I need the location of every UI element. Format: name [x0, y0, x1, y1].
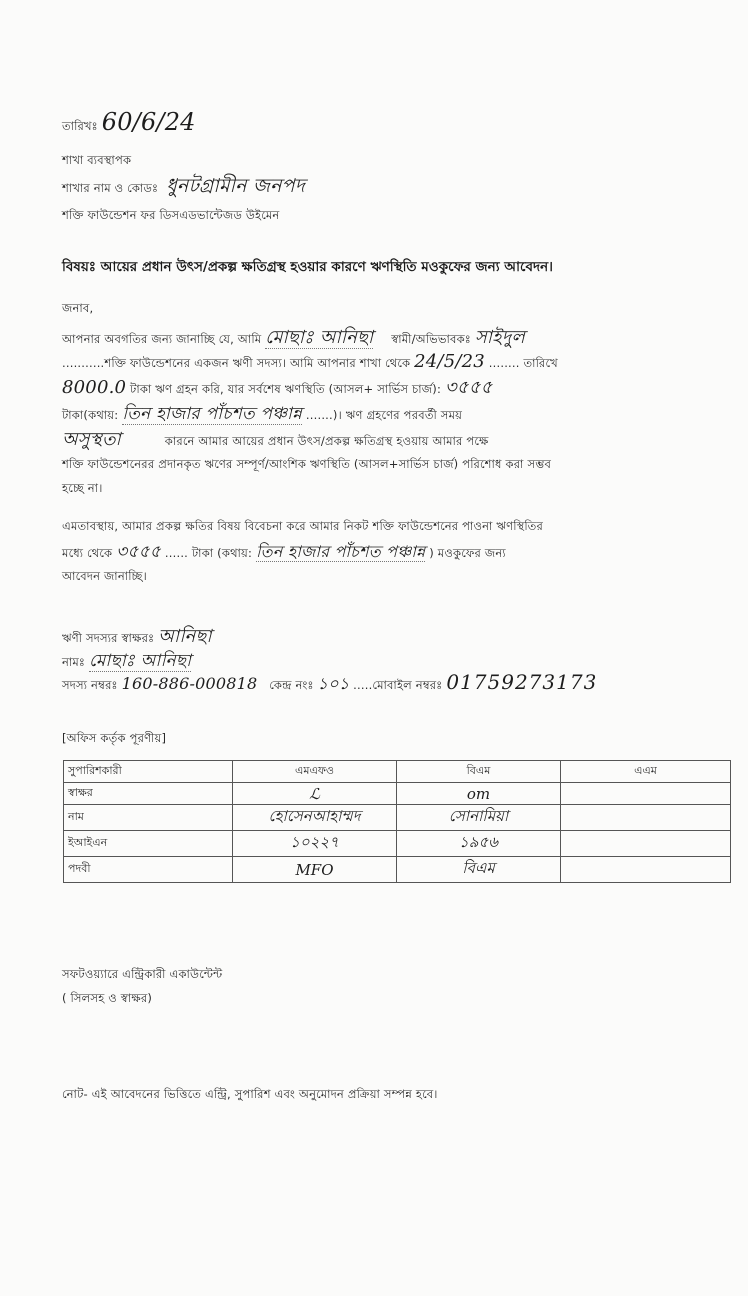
body1-line4: [62, 402, 462, 427]
am-designation: [561, 857, 731, 883]
body1-line1: [62, 326, 525, 351]
member-no-label: সদস্য নম্বরঃ: [62, 678, 118, 692]
name-label: নামঃ: [62, 655, 86, 669]
table-header-cell: এএম: [561, 761, 731, 783]
branch-value: ধুনটগ্রামীন জনপদ: [166, 175, 305, 197]
body-text: ) মওকুফের জন্য: [429, 546, 506, 560]
branch-row: [62, 172, 305, 204]
am-signature: [561, 783, 731, 805]
loan-amount-fill: 8000.0: [62, 377, 127, 398]
table-header-cell: বিএম: [397, 761, 561, 783]
mfo-ein: ১০২২৭: [233, 831, 397, 857]
table-row: [64, 805, 731, 831]
accountant-label: সফটওয়্যারে এন্ট্রিকারী একাউন্টেন্ট: [62, 967, 223, 981]
body-text: মধ্যে থেকে: [62, 546, 113, 560]
guardian-fill: সাইদুল: [474, 327, 526, 348]
footer-note: নোট- এই আবেদনের ভিত্তিতে এন্ট্রি, সুপারিশ এবং অনুমোদন প্রক্রিয়া সম্পন্ন হবে।: [62, 1087, 438, 1101]
body2-line1: এমতাবস্থায়, আমার প্রকল্প ক্ষতির বিষয় বিবেচনা করে আমার নিকট শক্তি ফাউন্ডেশনের পাওনা ঋণস্থিতির: [62, 519, 544, 533]
table-row: [64, 857, 731, 883]
body-text: .......)। ঋণ গ্রহণের পরবর্তী সময়: [305, 408, 463, 422]
member-signature: আনিছা: [158, 626, 212, 647]
waiver-words-fill: তিন হাজার পাঁচশত পঞ্চান্ন: [255, 542, 426, 561]
body-text: আপনার অবগতির জন্য জানাচ্ছি যে, আমি: [62, 332, 262, 346]
waiver-amount-fill: ৩৫৫৫: [116, 542, 162, 562]
office-heading: [অফিস কর্তৃক পূরণীয়]: [62, 731, 167, 745]
addressee-title: শাখা ব্যবস্থাপক: [62, 153, 132, 167]
body1-line7: হচ্ছে না।: [62, 481, 103, 495]
body-text: ...........শক্তি ফাউন্ডেশনের একজন ঋণী সদস্য। আমি আপনার শাখা থেকে: [62, 356, 411, 370]
bm-name: সোনামিয়া: [397, 805, 561, 831]
member-no: 160-886-000818: [121, 674, 258, 693]
organization-name: শক্তি ফাউন্ডেশন ফর ডিসএডভান্টেজড উইমেন: [62, 208, 280, 222]
bm-designation: বিএম: [397, 857, 561, 883]
branch-label: শাখার নাম ও কোডঃ: [62, 181, 159, 195]
mfo-designation: MFO: [233, 857, 397, 883]
signature-label: ঋণী সদস্যর স্বাক্ষরঃ: [62, 631, 155, 645]
recommendation-table: [63, 760, 731, 883]
am-ein: [561, 831, 731, 857]
body-text: টাকা(কথায়:: [62, 408, 119, 422]
member-name-fill: মোছাঃ আনিছা: [265, 327, 374, 348]
table-header-row: [64, 761, 731, 783]
table-row: [64, 831, 731, 857]
row-label: ইআইএন: [64, 831, 233, 857]
body-text: টাকা ঋণ গ্রহন করি, যার সর্বশেষ ঋণস্থিতি (আসল+ সার্ভিস চার্জ):: [130, 382, 442, 396]
date-row: [62, 108, 196, 137]
body2-line2: [62, 540, 506, 565]
subject-line: বিষয়ঃ আয়ের প্রধান উৎস/প্রকল্প ক্ষতিগ্রস্থ হওয়ার কারণে ঋণস্থিতি মওকুফের জন্য আবেদন।: [62, 259, 553, 275]
date-label: তারিখঃ: [62, 119, 98, 133]
balance-words-fill: তিন হাজার পাঁচশত পঞ্চান্ন: [122, 404, 303, 424]
table-row: [64, 783, 731, 805]
body-text: ...... টাকা (কথায়:: [164, 546, 253, 560]
center-no: ১০১: [317, 674, 350, 693]
mfo-signature: ℒ: [233, 783, 397, 805]
row-label: পদবী: [64, 857, 233, 883]
seal-signature-label: ( সিলসহ ও স্বাক্ষর): [62, 991, 153, 1005]
row-label: নাম: [64, 805, 233, 831]
table-header-cell: এমএফও: [233, 761, 397, 783]
body1-line6: শক্তি ফাউন্ডেশনেরর প্রদানকৃত ঋণের সম্পূর্ণ/আংশিক ঋণস্থিতি (আসল+সার্ভিস চার্জ) পরিশোধ করা সম্ভব: [62, 457, 552, 471]
mobile-no: 01759273173: [446, 670, 598, 694]
member-name: মোছাঃ আনিছা: [88, 651, 192, 671]
table-header-cell: সুপারিশকারী: [64, 761, 233, 783]
body-text: ........ তারিখে: [488, 356, 558, 370]
salutation: জনাব,: [62, 301, 94, 315]
balance-fill: ৩৫৫৫: [444, 377, 493, 398]
body1-line2: [62, 350, 558, 375]
row-label: স্বাক্ষর: [64, 783, 233, 805]
bm-ein: ১৯৫৬: [397, 831, 561, 857]
bm-signature: om: [397, 783, 561, 805]
mfo-name: হোসেনআহাম্মদ: [233, 805, 397, 831]
mobile-label: .....মোবাইল নম্বরঃ: [353, 678, 443, 692]
member-id-row: [62, 670, 597, 698]
body-text: কারনে আমার আয়ের প্রধান উৎস/প্রকল্প ক্ষতিগ্রস্থ হওয়ায় আমার পক্ষে: [164, 434, 489, 448]
body2-line3: আবেদন জানাচ্ছি।: [62, 569, 147, 583]
loan-date-fill: 24/5/23: [414, 351, 485, 372]
date-value: 60/6/24: [101, 108, 196, 136]
body-text: স্বামী/অভিভাবকঃ: [391, 332, 471, 346]
reason-fill: অসুস্থতা: [62, 429, 121, 450]
center-label: কেন্দ্র নংঃ: [269, 678, 314, 692]
body1-line5: [62, 428, 489, 453]
body1-line3: [62, 376, 492, 401]
am-name: [561, 805, 731, 831]
